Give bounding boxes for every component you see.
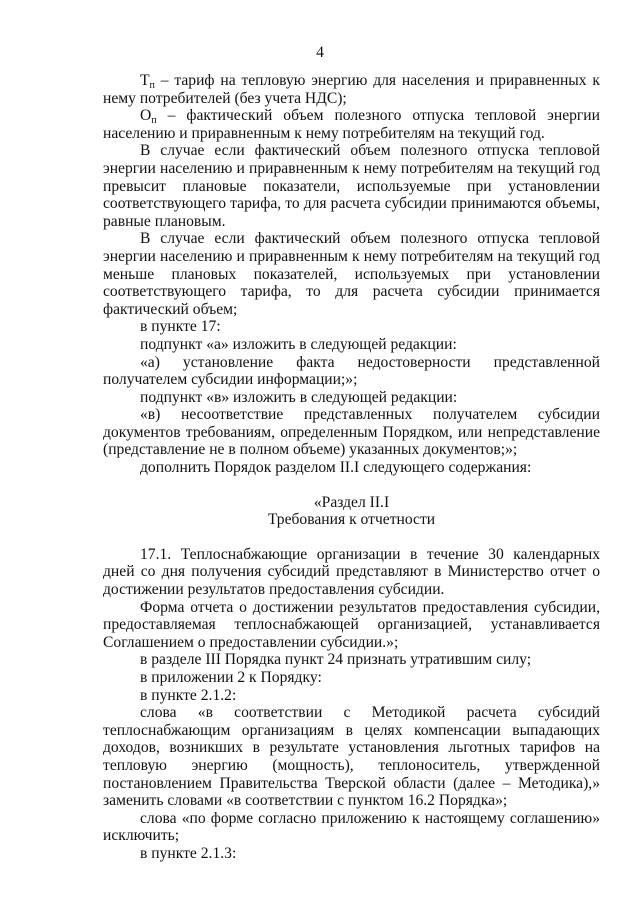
- subscript-p: п: [149, 80, 155, 91]
- page-number: 4: [316, 44, 324, 61]
- definition-on: [103, 107, 600, 142]
- symbol-o: О: [140, 107, 152, 125]
- paragraph-appendix-2: в приложении 2 к Порядку:: [140, 669, 322, 686]
- paragraph-replace-words: слова «в соответствии с Методикой расчета субсидий теплоснабжающим организациям в целях компенсации выпадающих доходов, возникших в результате установления льготных тарифов на тепловую энергию (мощность), теплоноситель, утвержденной постановлением Правительства Тверской области (далее – Методика),» заменить словами «в соответствии с пунктом 16.2 Порядка»;: [103, 704, 600, 810]
- paragraph-subpoint-v: подпункт «в» изложить в следующей редакции:: [140, 388, 458, 406]
- subscript-p: п: [151, 115, 157, 127]
- definition-text: – фактический объем полезного отпуска тепловой энергии населению и приравненным к нему потребителям на текущий год.: [103, 107, 600, 142]
- paragraph-exclude-words: слова «по форме согласно приложению к настоящему соглашению» исключить;: [103, 809, 600, 845]
- paragraph-point-17: в пункте 17:: [140, 318, 221, 336]
- paragraph-section-3: в разделе III Порядка пункт 24 признать утратившим силу;: [140, 651, 532, 669]
- definition-text: – тариф на тепловую энергию для населения и приравненных к нему потребителей (без учета НДС);: [103, 72, 600, 107]
- paragraph-subpoint-a: подпункт «а» изложить в следующей редакции:: [140, 335, 457, 353]
- paragraph-subpoint-a-text: «а) установление факта недостоверности представленной получателем субсидии информации;»;: [103, 353, 600, 389]
- paragraph-point-2-1-3: в пункте 2.1.3:: [140, 844, 237, 862]
- paragraph-add-section: дополнить Порядок разделом II.I следующего содержания:: [140, 459, 532, 477]
- paragraph-report-form: Форма отчета о достижении результатов предоставления субсидии, предоставляемая теплоснабжающей организацией, устанавливается Соглашением о предоставлении субсидии.»;: [103, 598, 600, 651]
- document-body: [103, 72, 600, 863]
- section-heading-number: «Раздел II.I: [313, 493, 390, 511]
- definition-tn: [103, 72, 600, 107]
- spacer: [103, 477, 600, 494]
- paragraph-less: В случае если фактический объем полезного отпуска тепловой энергии населению и приравненным к нему потребителям на текущий год меньше плановых показателей, используемых при установлении соответствующего тарифа, то для расчета субсидии принимается фактический объем;: [103, 230, 600, 318]
- symbol-t: Т: [140, 72, 150, 89]
- paragraph-subpoint-v-text: «в) несоответствие представленных получателем субсидии документов требованиям, определенным Порядком, или непредставление (представление не в полном объеме) указанных документов;»;: [103, 406, 600, 459]
- section-heading-title: Требования к отчетности: [267, 511, 436, 529]
- paragraph-17-1: 17.1. Теплоснабжающие организации в течение 30 календарных дней со дня получения субсидий представляют в Министерство отчет о достижении результатов предоставления субсидии.: [103, 545, 600, 599]
- spacer: [103, 529, 600, 546]
- paragraph-point-2-1-2: в пункте 2.1.2:: [140, 686, 237, 704]
- paragraph-exceed: В случае если фактический объем полезного отпуска тепловой энергии населению и приравненным к нему потребителям на текущий год превысит плановые показатели, используемые при установлении соответствующего тарифа, то для расчета субсидии принимаются объемы, равные плановым.: [103, 142, 600, 230]
